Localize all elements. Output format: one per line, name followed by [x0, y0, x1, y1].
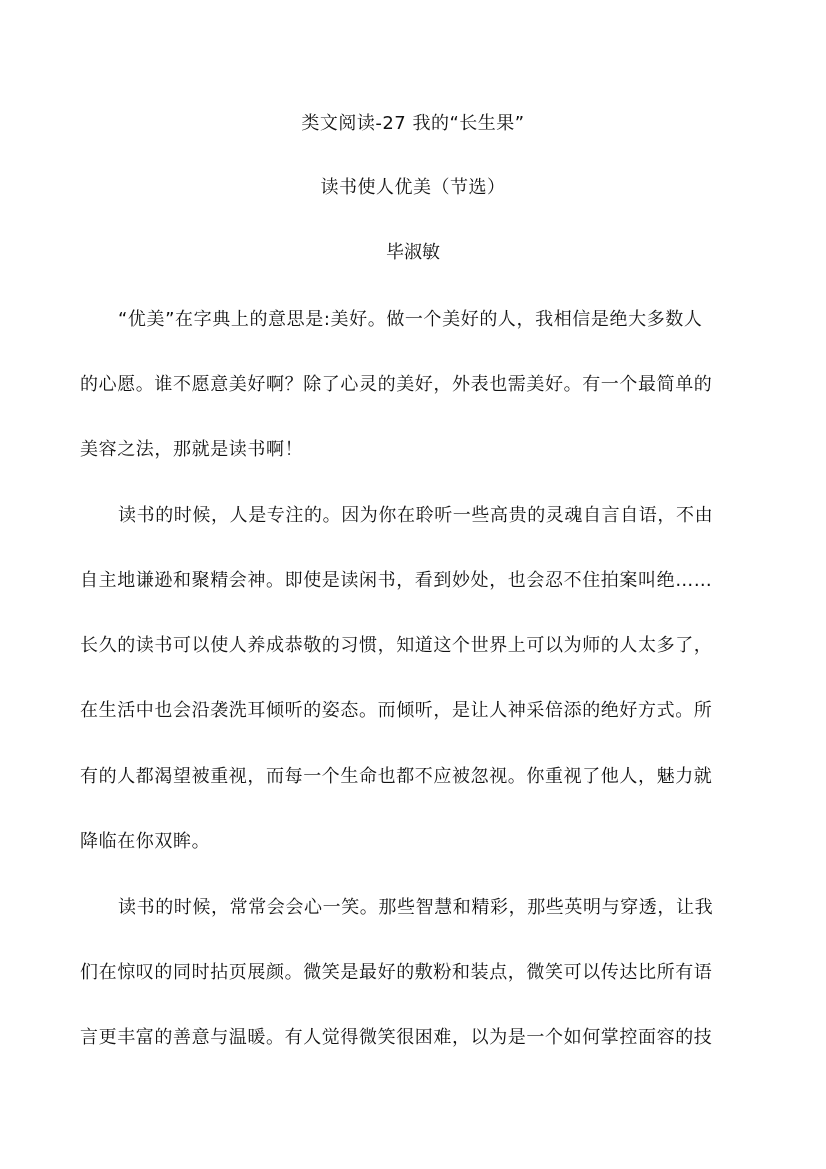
- paragraph-line: 自主地谦逊和聚精会神。即使是读闲书，看到妙处，也会忍不住拍案叫绝……: [80, 570, 713, 591]
- paragraph-line: 的心愿。谁不愿意美好啊？除了心灵的美好，外表也需美好。有一个最简单的: [80, 374, 713, 395]
- paragraph-line: 有的人都渴望被重视，而每一个生命也都不应被忽视。你重视了他人，魅力就: [80, 766, 713, 787]
- paragraph-line: 长久的读书可以使人养成恭敬的习惯，知道这个世界上可以为师的人太多了，: [80, 635, 713, 656]
- document-title: 类文阅读-27 我的“长生果”: [301, 113, 525, 134]
- paragraph-line: 言更丰富的善意与温暖。有人觉得微笑很困难，以为是一个如何掌控面容的技: [80, 1027, 713, 1048]
- paragraph-line: “优美”在字典上的意思是:美好。做一个美好的人，我相信是绝大多数人: [118, 309, 703, 330]
- paragraph-line: 降临在你双眸。: [80, 831, 211, 852]
- paragraph-line: 美容之法，那就是读书啊！: [80, 439, 304, 460]
- paragraph-line: 在生活中也会沿袭洗耳倾听的姿态。而倾听，是让人神采倍添的绝好方式。所: [80, 700, 713, 721]
- paragraph-line: 读书的时候，常常会会心一笑。那些智慧和精彩，那些英明与穿透，让我: [118, 897, 714, 918]
- paragraph-line: 们在惊叹的同时拈页展颜。微笑是最好的敷粉和装点，微笑可以传达比所有语: [80, 962, 713, 983]
- author-name: 毕淑敏: [386, 242, 440, 263]
- paragraph-line: 读书的时候，人是专注的。因为你在聆听一些高贵的灵魂自言自语，不由: [118, 505, 714, 526]
- essay-title: 读书使人优美（节选）: [320, 177, 506, 198]
